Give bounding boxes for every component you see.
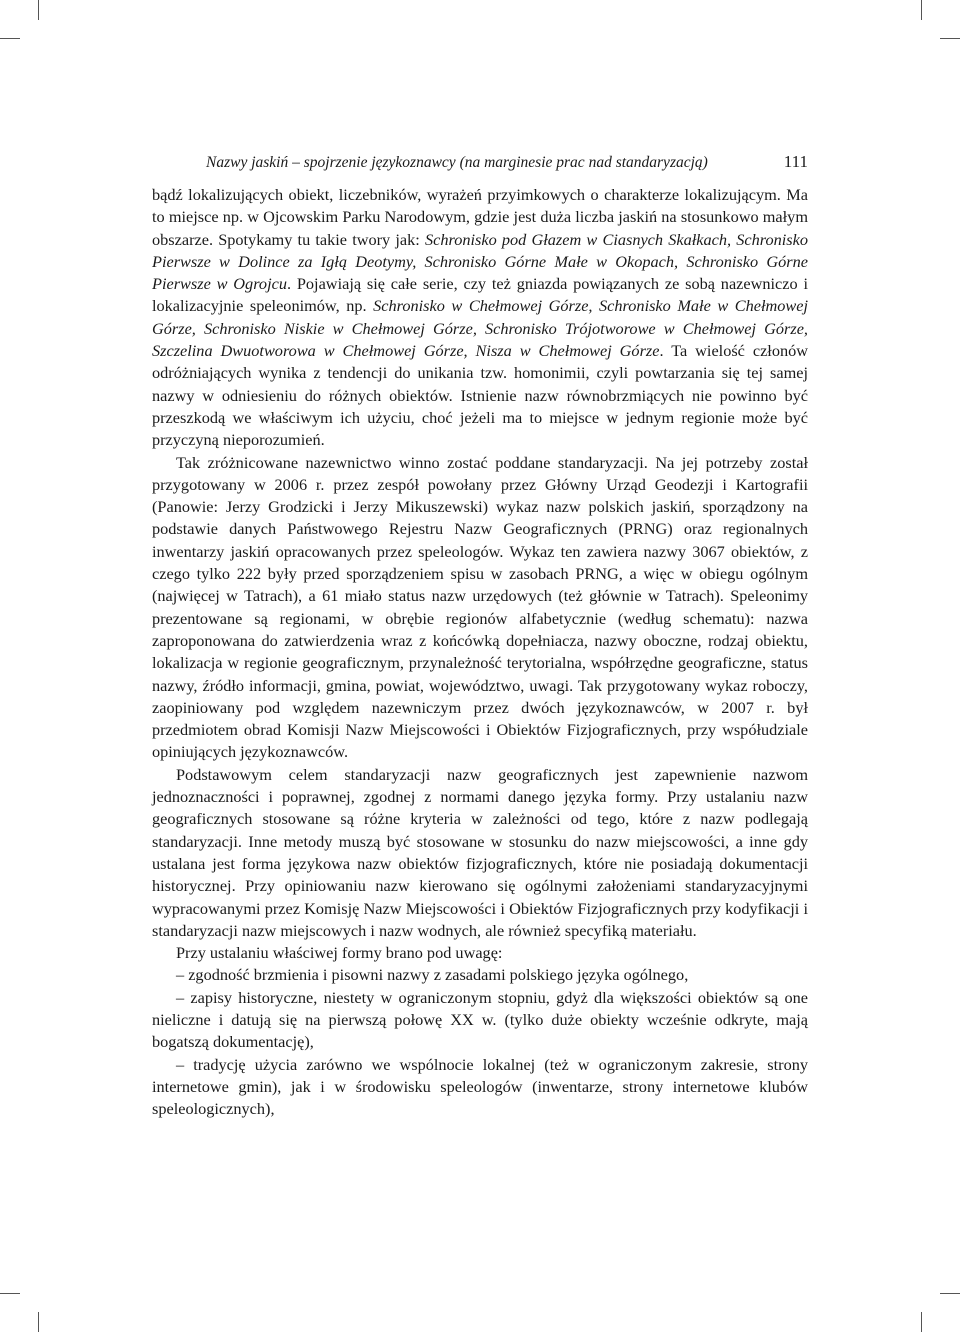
text-run: – zapisy historyczne, niestety w ograniczonym stopniu, gdyż dla większości obiektów są one nieliczne i datują się na pierwszą połowę XX w. (tylko duże obiekty wcześnie odkryte, mają bogatszą dokumentację), bbox=[152, 987, 808, 1052]
crop-mark-bottom-left bbox=[38, 1312, 39, 1332]
text-run: . Ta wielość członów odróżniających wynika z tendencji do unikania tzw. homonimii, czyli powtarzania się tej samej nazwy w odniesieniu do różnych obiektów. Istnienie nazw równobrzmiących nie powinno być przeszkodą we właściwym ich użyciu, choć jeżeli ma to miejsce w jednym regionie może być przyczyną nieporozumień. bbox=[152, 341, 808, 450]
paragraph-p3 bbox=[152, 764, 808, 942]
text-run: bądź lokalizujących obiekt, liczebników, wyrażeń przyimkowych o charakterze lokalizującym. Ma to miejsce np. w Ojcowskim Parku Narodowym, gdzie jest duża liczba jaskiń na stosunkowo małym obszarze. Spotykamy tu takie twory jak: bbox=[152, 185, 808, 249]
body-text bbox=[152, 184, 808, 1120]
running-header bbox=[152, 152, 808, 172]
crop-mark-bottom-left-h bbox=[0, 1293, 20, 1294]
crop-mark-top-left bbox=[38, 0, 39, 20]
page bbox=[152, 152, 808, 1120]
page-number: 111 bbox=[783, 152, 808, 171]
text-run: – tradycję użycia zarówno we wspólnocie lokalnej (też w ograniczonym zakresie, strony internetowe gmin), jak i w środowisku speleologów (inwentarze, strony internetowe klubów speleologicznych), bbox=[152, 1054, 808, 1119]
running-header-title: Nazwy jaskiń – spojrzenie językoznawcy (na marginesie prac nad standaryzacją) bbox=[206, 154, 708, 171]
crop-mark-top-right bbox=[921, 0, 922, 20]
paragraph-p2 bbox=[152, 452, 808, 764]
crop-mark-top-left-h bbox=[0, 38, 20, 39]
italic-run: Schronisko w Chełmowej Górze, Schronisko Małe w Chełmowej Górze, Schronisko Niskie w Chełmowej Górze, Schronisko Trójotworowe w Chełmowej Górze, Szczelina Dwuotworowa w Chełmowej Górze, Nisza w Chełmowej Górze bbox=[152, 296, 808, 361]
text-run: – zgodność brzmienia i pisowni nazwy z zasadami polskiego języka ogólnego, bbox=[176, 965, 689, 985]
crop-mark-bottom-right-h bbox=[940, 1293, 960, 1294]
text-run: Przy ustalaniu właściwej formy brano pod uwagę: bbox=[176, 943, 503, 963]
crop-mark-top-right-h bbox=[940, 38, 960, 39]
italic-run: Schronisko pod Głazem w Ciasnych Skałkach, Schronisko Pierwsze w Dolince za Igłą Deotymy, Schronisko Górne Małe w Okopach, Schronisko Górne Pierwsze w Ogrojcu bbox=[152, 229, 808, 294]
paragraph-p4 bbox=[152, 942, 808, 964]
text-run: Podstawowym celem standaryzacji nazw geograficznych jest zapewnienie nazwom jednoznaczności i poprawnej, zgodnej z normami danego języka formy. Przy ustalaniu nazw geograficznych stosowane są różne kryteria w zależności od tego, które z nazw podlegają standaryzacji. Inne metody muszą być stosowane w stosunku do nazw miejscowości, a inne gdy ustalana jest forma językowa nazw obiektów fizjograficznych, które nie posiadają dokumentacji historycznej. Przy opiniowaniu nazw kierowano się ogólnymi założeniami standaryzacyjnymi wypracowanymi przez Komisję Nazw Miejscowości i Obiektów Fizjograficznych przy kodyfikacji i standaryzacji nazw miejscowych i nazw wodnych, ale również specyfiką materiału. bbox=[152, 764, 808, 940]
text-run: Tak zróżnicowane nazewnictwo winno zostać poddane standaryzacji. Na jej potrzeby został przygotowany w 2006 r. przez zespół powołany przez Główny Urząd Geodezji i Kartografii (Panowie: Jerzy Grodzicki i Jerzy Mikuszewski) wykaz nazw polskich jaskiń, sporządzony na podstawie danych Państwowego Rejestru Nazw Geograficznych (PRNG) oraz regionalnych inwentarzy jaskiń opracowanych przez speleologów. Wykaz ten zawiera nazwy 3067 obiektów, z czego tylko 222 były przed sporządzeniem spisu w zasobach PRNG, a więc w obiegu ogólnym (najwięcej w Tatrach), a 61 miało status nazw urzędowych (też głównie w Tatrach). Speleonimy prezentowane są regionami, w obrębie regionów alfabetycznie (według schematu): nazwa zaproponowana do zatwierdzenia wraz z końcówką dopełniacza, nazwy oboczne, rodzaj obiektu, lokalizacja w regionie geograficznym, przynależność terytorialna, współrzędne geograficzne, status nazwy, źródło informacji, gmina, powiat, województwo, uwagi. Tak przygotowany wykaz roboczy, zaopiniowany pod względem nazewniczym przez dwóch językoznawców, w 2007 r. był przedmiotem obrad Komisji Nazw Miejscowości i Obiektów Fizjograficznych, przy współudziale opiniujących językoznawców. bbox=[152, 452, 808, 762]
paragraph-p7 bbox=[152, 1054, 808, 1121]
paragraph-p1 bbox=[152, 184, 808, 452]
paragraph-p6 bbox=[152, 987, 808, 1054]
paragraph-p5 bbox=[152, 964, 808, 986]
text-run: . Pojawiają się całe serie, czy też gniazda powiązanych ze sobą nazewniczo i lokalizacyjnie speleonimów, np. bbox=[152, 274, 808, 316]
crop-mark-bottom-right bbox=[921, 1312, 922, 1332]
